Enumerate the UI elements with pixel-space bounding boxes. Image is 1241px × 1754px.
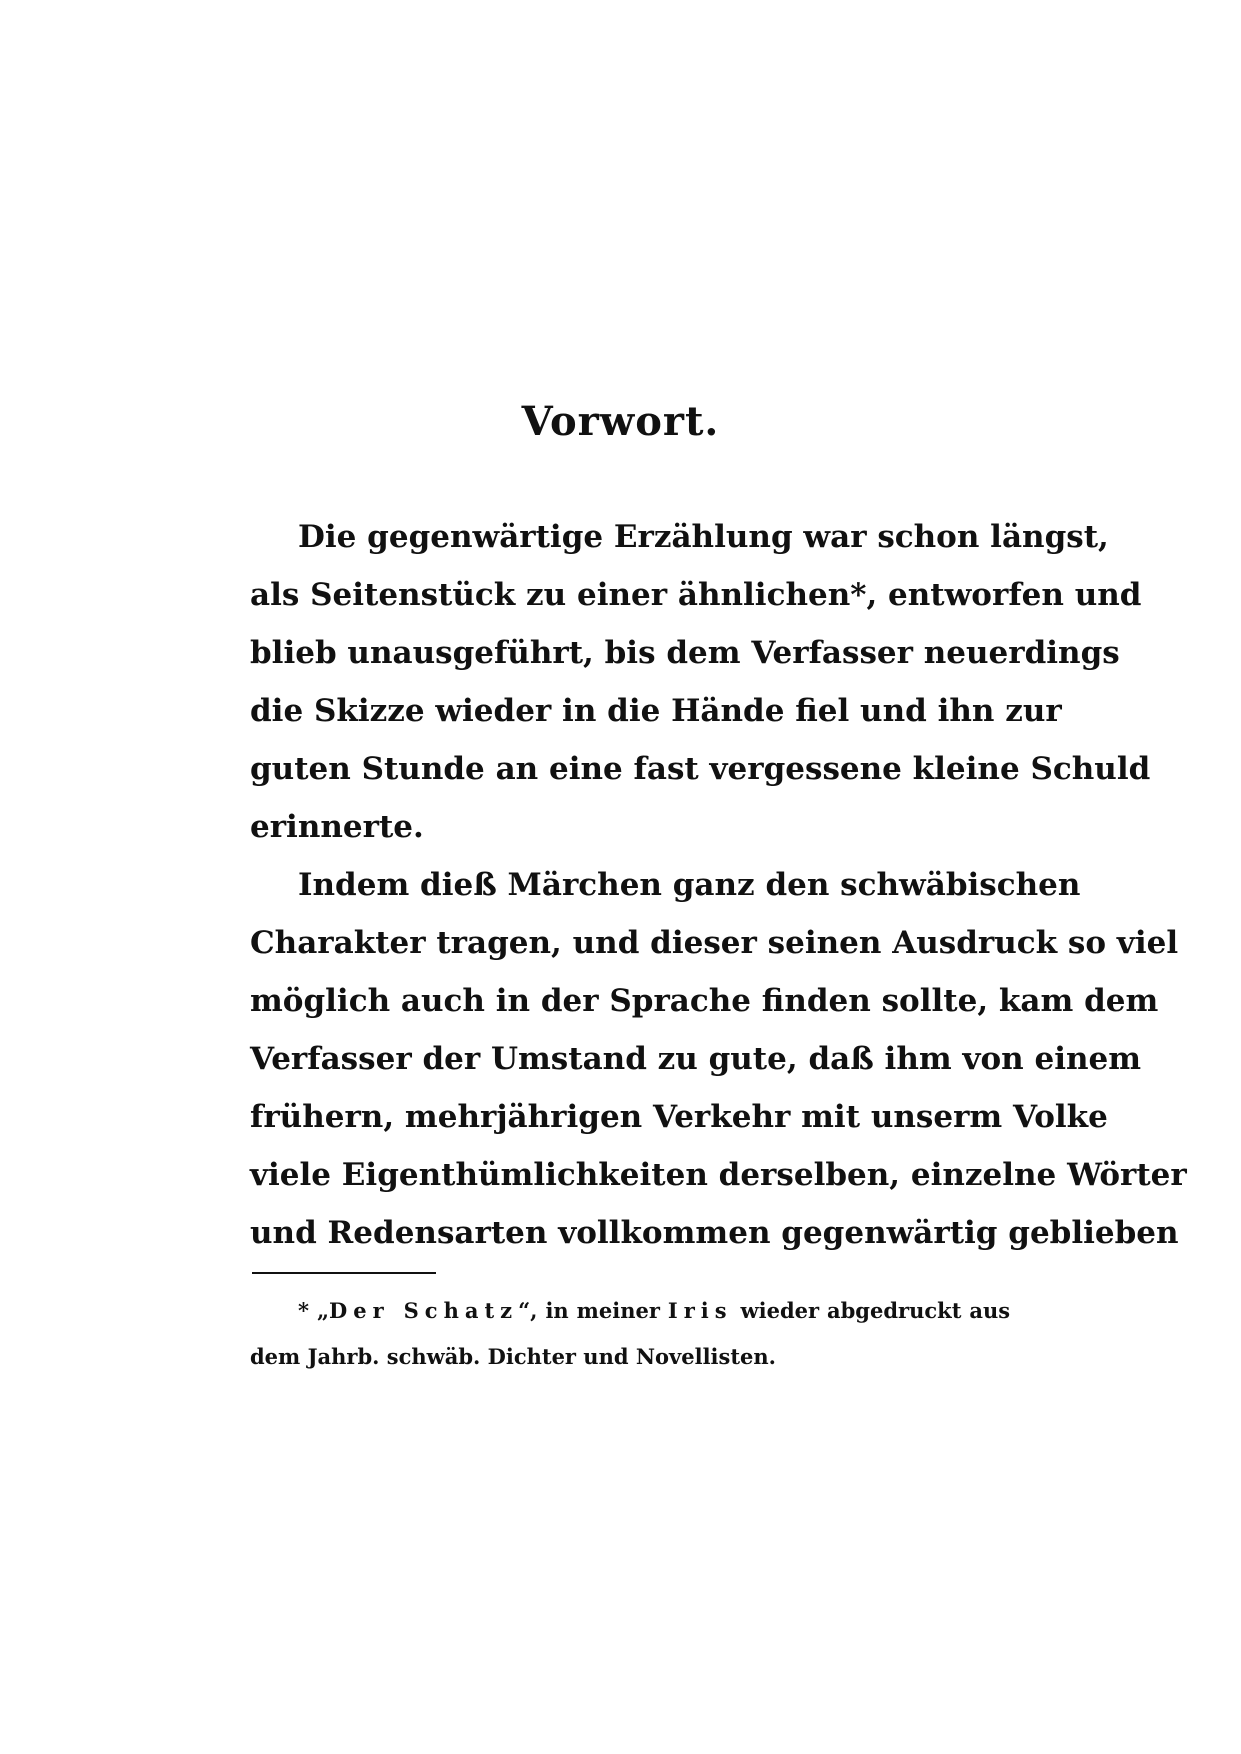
text-line: die Skizze wieder in die Hände fiel und ihn zur [250, 693, 1062, 729]
text-line: viele Eigenthümlichkeiten derselben, einzelne Wörter [250, 1157, 1187, 1193]
footnote-marker: * [298, 1298, 309, 1323]
text-line: Charakter tragen, und dieser seinen Ausdruck so viel [250, 925, 1179, 961]
body-text [250, 508, 1187, 1262]
text-line: und Redensarten vollkommen gegenwärtig geblieben [250, 1215, 1179, 1251]
footnote-line-1 [250, 1288, 1010, 1334]
paragraph-2 [250, 856, 1187, 1262]
footnote-title: Der Schatz [329, 1298, 519, 1323]
text-line: Die gegenwärtige Erzählung war schon längst, [298, 519, 1109, 555]
text-line: blieb unausgeführt, bis dem Verfasser neuerdings [250, 635, 1120, 671]
footnote-line-2: dem Jahrb. schwäb. Dichter und Novellisten. [250, 1344, 776, 1369]
footnote-close-quote: “, [518, 1298, 538, 1323]
footnote-text: in meiner [545, 1298, 660, 1323]
text-line: frühern, mehrjährigen Verkehr mit unserm Volke [250, 1099, 1108, 1135]
footnote-open-quote: „ [316, 1298, 330, 1323]
footnote-work: Iris [667, 1298, 733, 1323]
text-line: Indem dieß Märchen ganz den schwäbischen [298, 867, 1081, 903]
text-line: Verfasser der Umstand zu gute, daß ihm von einem [250, 1041, 1142, 1077]
text-line: guten Stunde an eine fast vergessene kleine Schuld [250, 751, 1151, 787]
footnote-divider [252, 1272, 436, 1274]
text-line: erinnerte. [250, 809, 424, 845]
text-line: als Seitenstück zu einer ähnlichen*, entworfen und [250, 577, 1142, 613]
footnote-text: wieder abgedruckt aus [740, 1298, 1011, 1323]
paragraph-1 [250, 508, 1151, 856]
text-line: möglich auch in der Sprache finden sollte, kam dem [250, 983, 1159, 1019]
footnote [250, 1288, 1010, 1380]
page-title: Vorwort. [521, 398, 720, 445]
